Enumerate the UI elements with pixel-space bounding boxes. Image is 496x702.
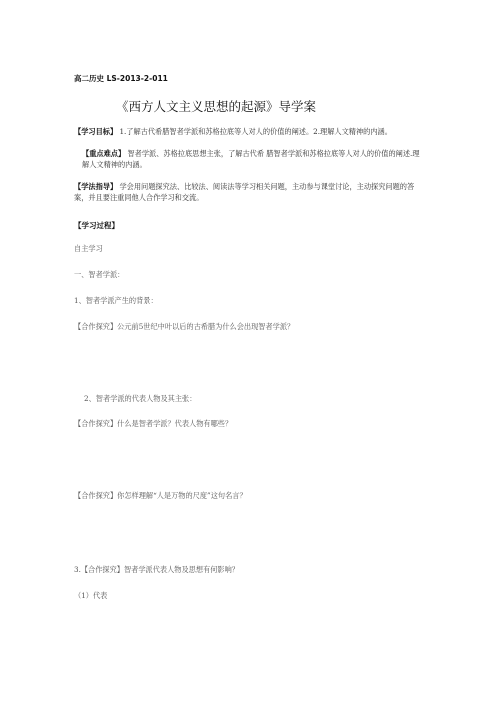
- key-points: [82, 148, 426, 170]
- document-code: 高二历史 LS-2013-2-011: [74, 74, 168, 83]
- question-definition: 【合作探究】什么是智者学派？代表人物有哪些？: [74, 419, 233, 428]
- question-influence: 3.【合作探究】智者学派代表人物及思想有何影响？: [74, 565, 239, 574]
- item-representative: （1）代表: [74, 591, 108, 600]
- question-measure: 【合作探究】你怎样理解“人是万物的尺度”这句名言？: [74, 491, 247, 500]
- page-title: 《西方人文主义思想的起源》导学案: [116, 99, 317, 114]
- learning-goals: [74, 126, 424, 137]
- key-points-label: 【重点难点】: [82, 149, 126, 158]
- question-origin: 【合作探究】公元前5世纪中叶以后的古希腊为什么会出现智者学派？: [74, 322, 295, 331]
- section-sophists: 一、智者学派：: [74, 270, 125, 279]
- method-guidance-label: 【学法指导】: [74, 182, 118, 191]
- self-study-label: 自主学习: [74, 244, 103, 253]
- item-representatives: 2、智者学派的代表人物及其主张：: [84, 394, 197, 403]
- key-points-text: 智者学派、苏格拉底思想主张，了解古代希 腊智者学派和苏格拉底等人对人的价值的阐述.理解人文精神的内涵。: [82, 149, 420, 170]
- method-guidance-text: 学会用问题探究法、比较法、阅读法等学习相关问题，主动参与课堂讨论，主动探究问题的答案，并且要注重同他人合作学习和交流。: [74, 182, 415, 203]
- item-background: 1、智者学派产生的背景：: [74, 296, 158, 305]
- learning-goals-text: 1.了解古代希腊智者学派和苏格拉底等人对人的价值的阐述。2.理解人文精神的内涵。: [119, 127, 392, 136]
- process-heading: 【学习过程】: [74, 221, 119, 230]
- method-guidance: [74, 181, 424, 203]
- learning-goals-label: 【学习目标】: [74, 127, 118, 136]
